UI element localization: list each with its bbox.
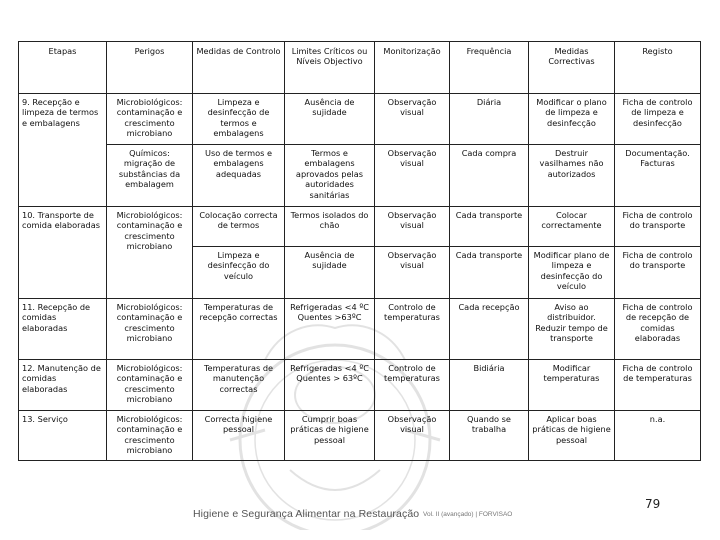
cell-limite: Termos e embalagens aprovados pelas autoridades sanitárias: [285, 145, 375, 207]
cell-registo: Ficha de controlo do transporte: [615, 247, 701, 299]
cell-registo: Ficha de controlo de limpeza e desinfecção: [615, 94, 701, 145]
cell-monitorizacao: Observação visual: [375, 94, 450, 145]
cell-monitorizacao: Observação visual: [375, 145, 450, 207]
header-frequencia: Frequência: [450, 42, 529, 94]
cell-etapa: 9. Recepção e limpeza de termos e embalagens: [19, 94, 107, 207]
cell-perigo: Microbiológicos: contaminação e crescimento microbiano: [107, 299, 193, 360]
cell-perigo: Microbiológicos: contaminação e crescimento microbiano: [107, 411, 193, 461]
cell-medida: Colocação correcta de termos: [193, 207, 285, 247]
cell-correctiva: Aviso ao distribuidor. Reduzir tempo de transporte: [529, 299, 615, 360]
header-registo: Registo: [615, 42, 701, 94]
cell-medida: Uso de termos e embalagens adequadas: [193, 145, 285, 207]
cell-frequencia: Cada recepção: [450, 299, 529, 360]
cell-registo: Ficha de controlo de temperaturas: [615, 360, 701, 411]
cell-frequencia: Cada compra: [450, 145, 529, 207]
cell-correctiva: Modificar temperaturas: [529, 360, 615, 411]
header-etapas: Etapas: [19, 42, 107, 94]
cell-medida: Correcta higiene pessoal: [193, 411, 285, 461]
cell-correctiva: Aplicar boas práticas de higiene pessoal: [529, 411, 615, 461]
table-row: [19, 94, 701, 145]
cell-monitorizacao: Observação visual: [375, 411, 450, 461]
page-number: 79: [645, 497, 661, 511]
cell-registo: n.a.: [615, 411, 701, 461]
cell-medida: Limpeza e desinfecção de termos e embalagens: [193, 94, 285, 145]
cell-correctiva: Destruir vasilhames não autorizados: [529, 145, 615, 207]
cell-frequencia: Quando se trabalha: [450, 411, 529, 461]
cell-etapa: 12. Manutenção de comidas elaboradas: [19, 360, 107, 411]
cell-frequencia: Cada transporte: [450, 207, 529, 247]
header-medidas-correctivas: Medidas Correctivas: [529, 42, 615, 94]
cell-perigo: Microbiológicos: contaminação e crescimento microbiano: [107, 360, 193, 411]
cell-limite: Refrigeradas <4 ºC Quentes > 63ºC: [285, 360, 375, 411]
cell-monitorizacao: Controlo de temperaturas: [375, 299, 450, 360]
table-row: [19, 411, 701, 461]
cell-etapa: 13. Serviço: [19, 411, 107, 461]
cell-limite: Refrigeradas <4 ºC Quentes >63ºC: [285, 299, 375, 360]
cell-limite: Ausência de sujidade: [285, 94, 375, 145]
cell-frequencia: Bidiária: [450, 360, 529, 411]
header-monitorizacao: Monitorização: [375, 42, 450, 94]
header-medidas-controlo: Medidas de Controlo: [193, 42, 285, 94]
table-row: [19, 360, 701, 411]
footer-subtitle: Vol. II (avançado) | FORVISAO: [423, 511, 513, 518]
cell-perigo: Microbiológicos: contaminação e crescimento microbiano: [107, 94, 193, 145]
table-row: [19, 145, 701, 207]
cell-frequencia: Diária: [450, 94, 529, 145]
cell-registo: Ficha de controlo de recepção de comidas elaboradas: [615, 299, 701, 360]
cell-monitorizacao: Observação visual: [375, 207, 450, 247]
cell-correctiva: Colocar correctamente: [529, 207, 615, 247]
haccp-table: [18, 41, 701, 461]
cell-perigo: Químicos: migração de substâncias da embalagem: [107, 145, 193, 207]
cell-registo: Documentação. Facturas: [615, 145, 701, 207]
table-row: [19, 299, 701, 360]
cell-medida: Temperaturas de recepção correctas: [193, 299, 285, 360]
cell-limite: Termos isolados do chão: [285, 207, 375, 247]
header-limites-criticos: Limites Críticos ou Níveis Objectivo: [285, 42, 375, 94]
cell-monitorizacao: Controlo de temperaturas: [375, 360, 450, 411]
cell-correctiva: Modificar plano de limpeza e desinfecção do veículo: [529, 247, 615, 299]
table-header-row: [19, 42, 701, 94]
header-perigos: Perigos: [107, 42, 193, 94]
footer-title: Higiene e Segurança Alimentar na Restauração: [193, 508, 420, 520]
cell-limite: Ausência de sujidade: [285, 247, 375, 299]
cell-limite: Cumprir boas práticas de higiene pessoal: [285, 411, 375, 461]
cell-frequencia: Cada transporte: [450, 247, 529, 299]
cell-medida: Temperaturas de manutenção correctas: [193, 360, 285, 411]
cell-perigo: Microbiológicos: contaminação e crescimento microbiano: [107, 207, 193, 299]
cell-medida: Limpeza e desinfecção do veículo: [193, 247, 285, 299]
table-row: [19, 207, 701, 247]
cell-correctiva: Modificar o plano de limpeza e desinfecção: [529, 94, 615, 145]
cell-monitorizacao: Observação visual: [375, 247, 450, 299]
cell-etapa: 10. Transporte de comida elaboradas: [19, 207, 107, 299]
cell-registo: Ficha de controlo do transporte: [615, 207, 701, 247]
cell-etapa: 11. Recepção de comidas elaboradas: [19, 299, 107, 360]
